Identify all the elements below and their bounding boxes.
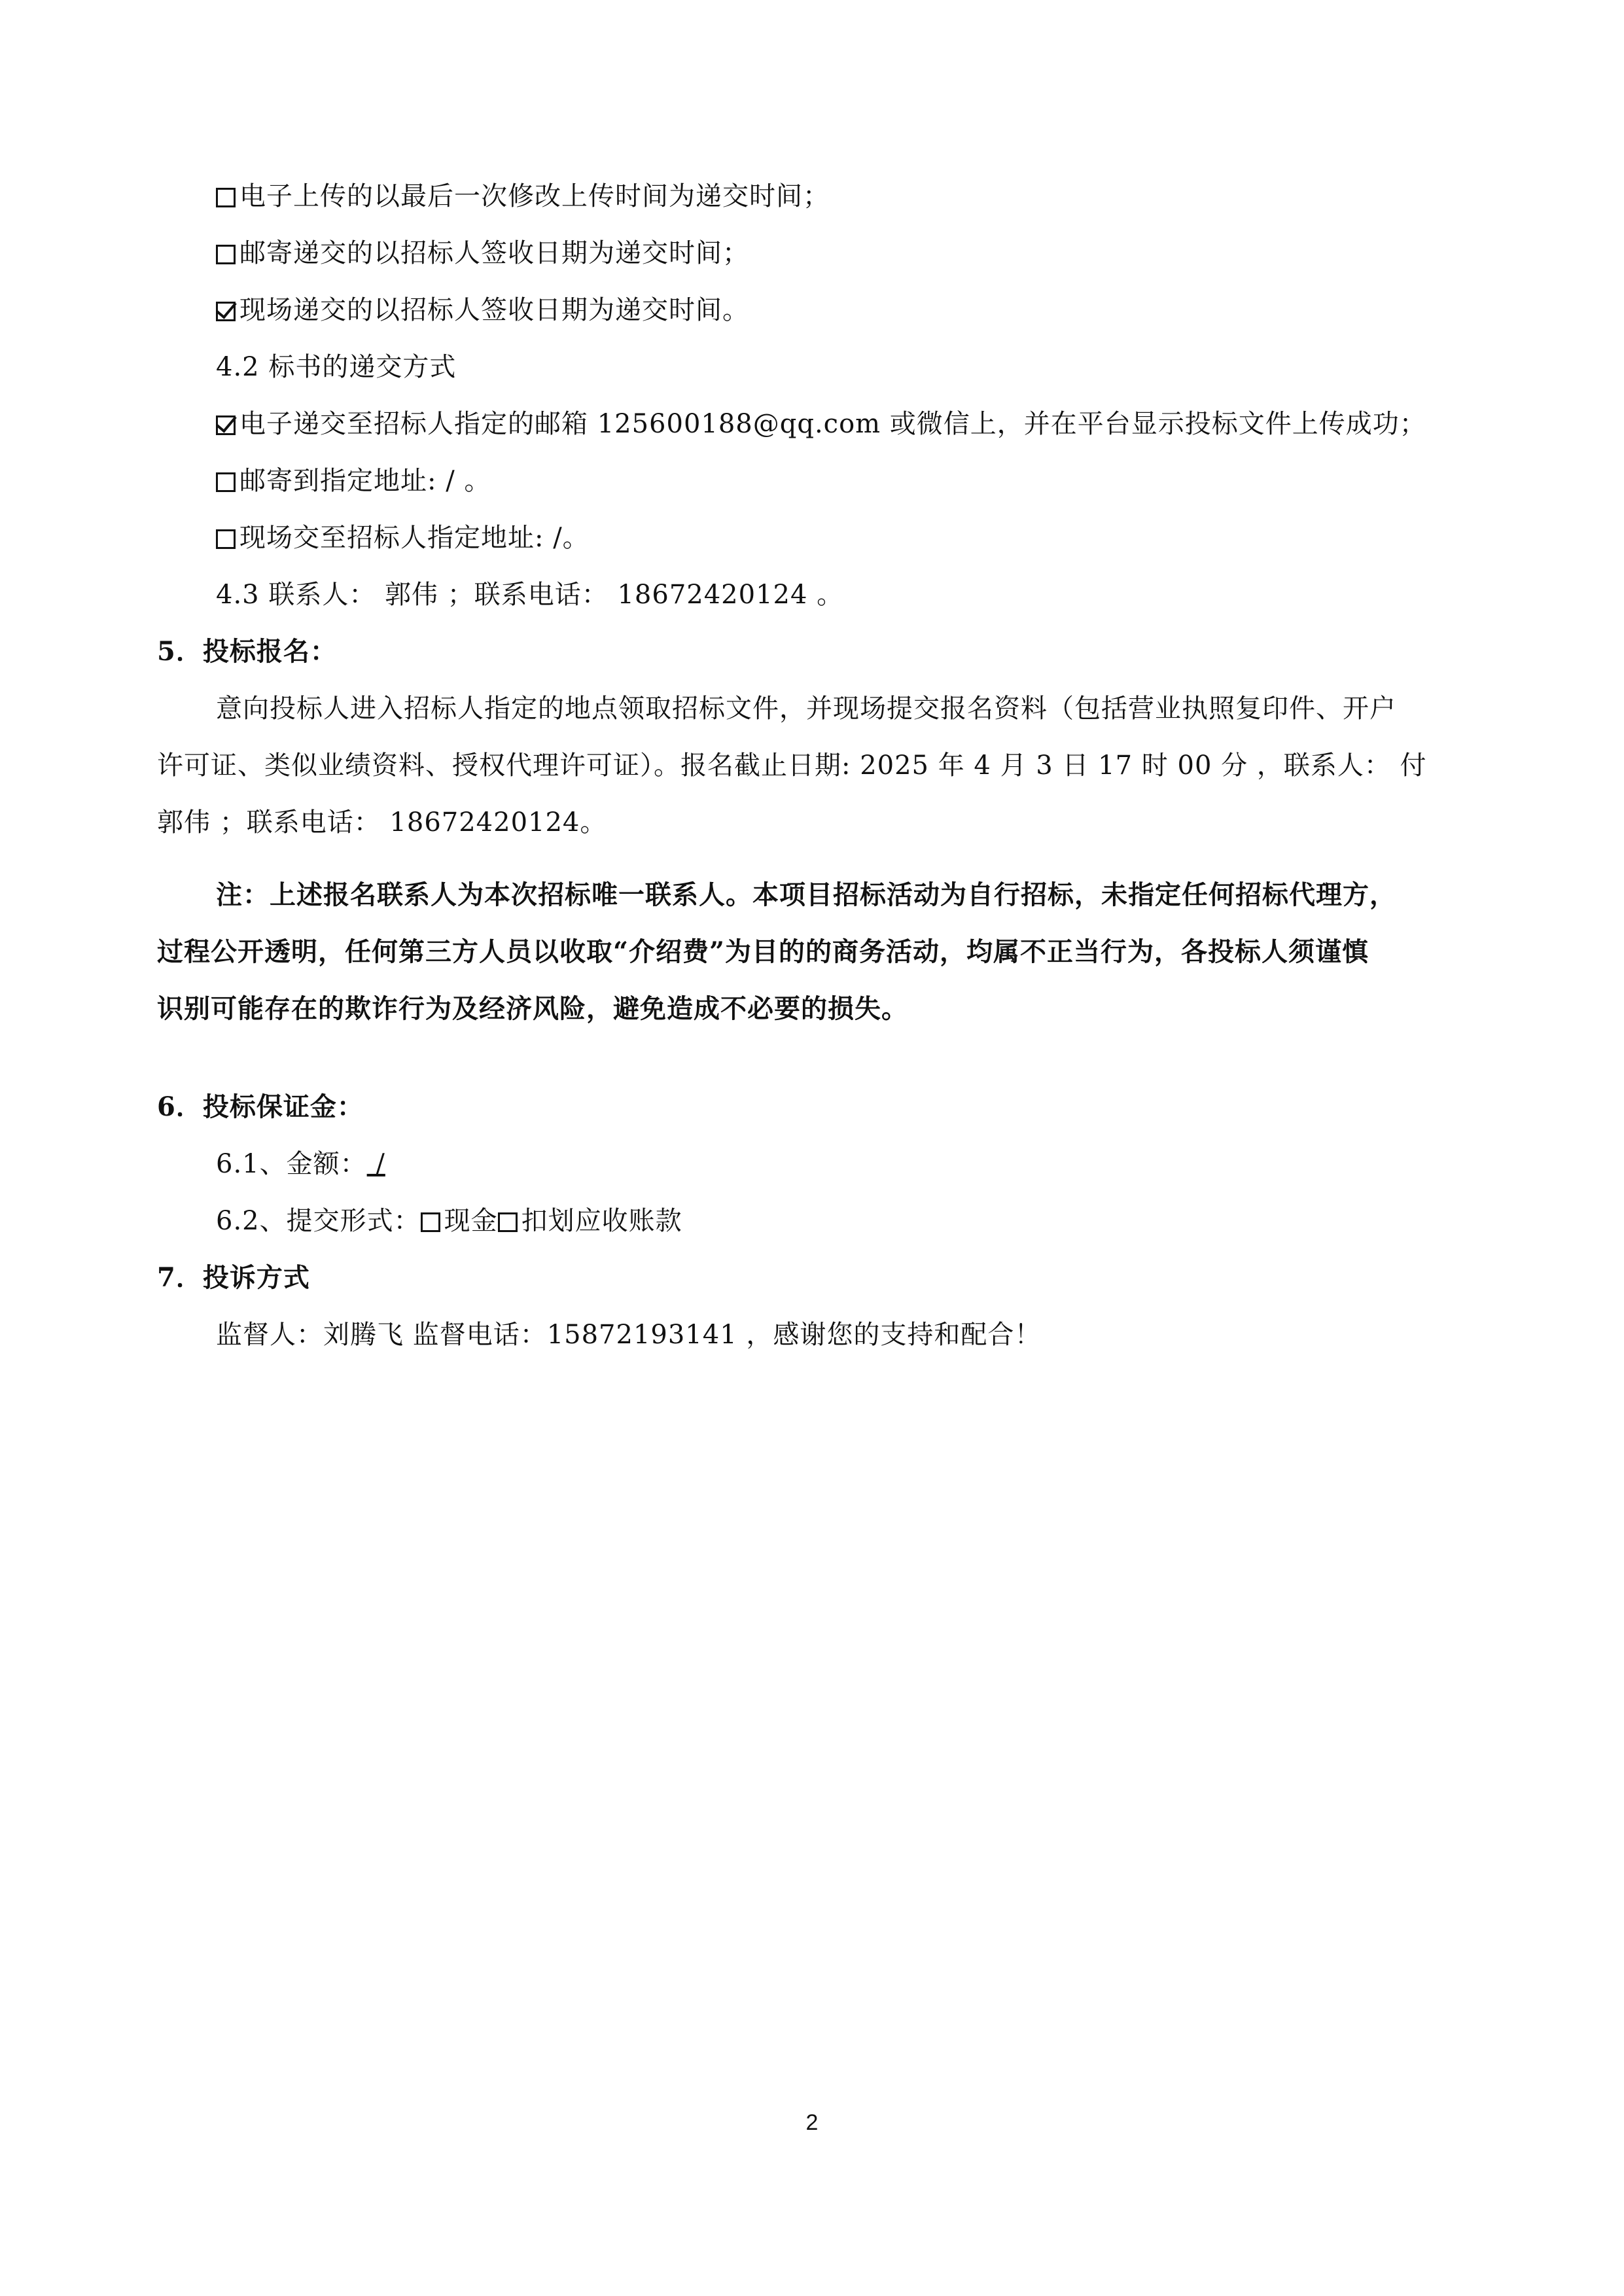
section6-form (216, 1203, 682, 1239)
submission-method-heading: 4.2 标书的递交方式 (216, 352, 457, 382)
section5-note-line1: 注：上述报名联系人为本次招标唯一联系人。本项目招标活动为自行招标，未指定任何招标代理方， (216, 879, 1396, 910)
section7-heading: 7．投诉方式 (157, 1262, 310, 1293)
section5-paragraph-line2: 许可证、类似业绩资料、授权代理许可证）。报名截止日期: 2025 年 4 月 3 日 17 时 00 分 ，联系人： 付 (157, 751, 1427, 781)
unchecked-box-icon (216, 472, 236, 492)
section7-line: 监督人：刘腾飞 监督电话：15872193141 ，感谢您的支持和配合！ (216, 1320, 1042, 1350)
section5-note-line2: 过程公开透明，任何第三方人员以收取“介绍费”为目的的商务活动，均属不正当行为，各投标人须谨慎 (157, 936, 1369, 967)
submission-time-onsite: 现场递交的以招标人签收日期为递交时间。 (216, 292, 749, 328)
section5-paragraph-line3: 郭伟 ；联系电话： 18672420124。 (157, 807, 607, 838)
form-label: 6.2、提交形式： (216, 1206, 421, 1236)
section5-note-line3: 识别可能存在的欺诈行为及经济风险，避免造成不必要的损失。 (157, 993, 908, 1024)
submission-method-electronic: 电子递交至招标人指定的邮箱 125600188@qq.com 或微信上，并在平台显示投标文件上传成功； (216, 406, 1426, 442)
checked-box-icon (216, 415, 236, 435)
unchecked-box-icon (216, 188, 236, 207)
submission-time-electronic: 电子上传的以最后一次修改上传时间为递交时间； (216, 178, 830, 215)
section5-heading: 5．投标报名： (157, 636, 337, 667)
section5-paragraph-line1: 意向投标人进入招标人指定的地点领取招标文件，并现场提交报名资料（包括营业执照复印件、开户 (216, 694, 1396, 724)
submission-method-mail: 邮寄到指定地址: / 。 (216, 463, 491, 499)
unchecked-box-icon (216, 245, 236, 264)
form-cash: 现金 (444, 1206, 498, 1236)
submission-method-onsite: 现场交至招标人指定地址: /。 (216, 520, 590, 556)
unchecked-box-icon (498, 1212, 518, 1232)
section6-heading: 6．投标保证金： (157, 1091, 364, 1122)
page-number: 2 (805, 2110, 819, 2135)
checked-box-icon (216, 302, 236, 321)
contact-line: 4.3 联系人： 郭伟 ；联系电话： 18672420124 。 (216, 580, 844, 610)
amount-value: / (366, 1149, 385, 1179)
section6-amount (216, 1146, 385, 1182)
unchecked-box-icon (421, 1212, 440, 1232)
amount-label: 6.1、金额： (216, 1149, 367, 1179)
form-deduct: 扣划应收账款 (521, 1206, 682, 1236)
submission-time-mail: 邮寄递交的以招标人签收日期为递交时间； (216, 235, 749, 272)
unchecked-box-icon (216, 529, 236, 549)
